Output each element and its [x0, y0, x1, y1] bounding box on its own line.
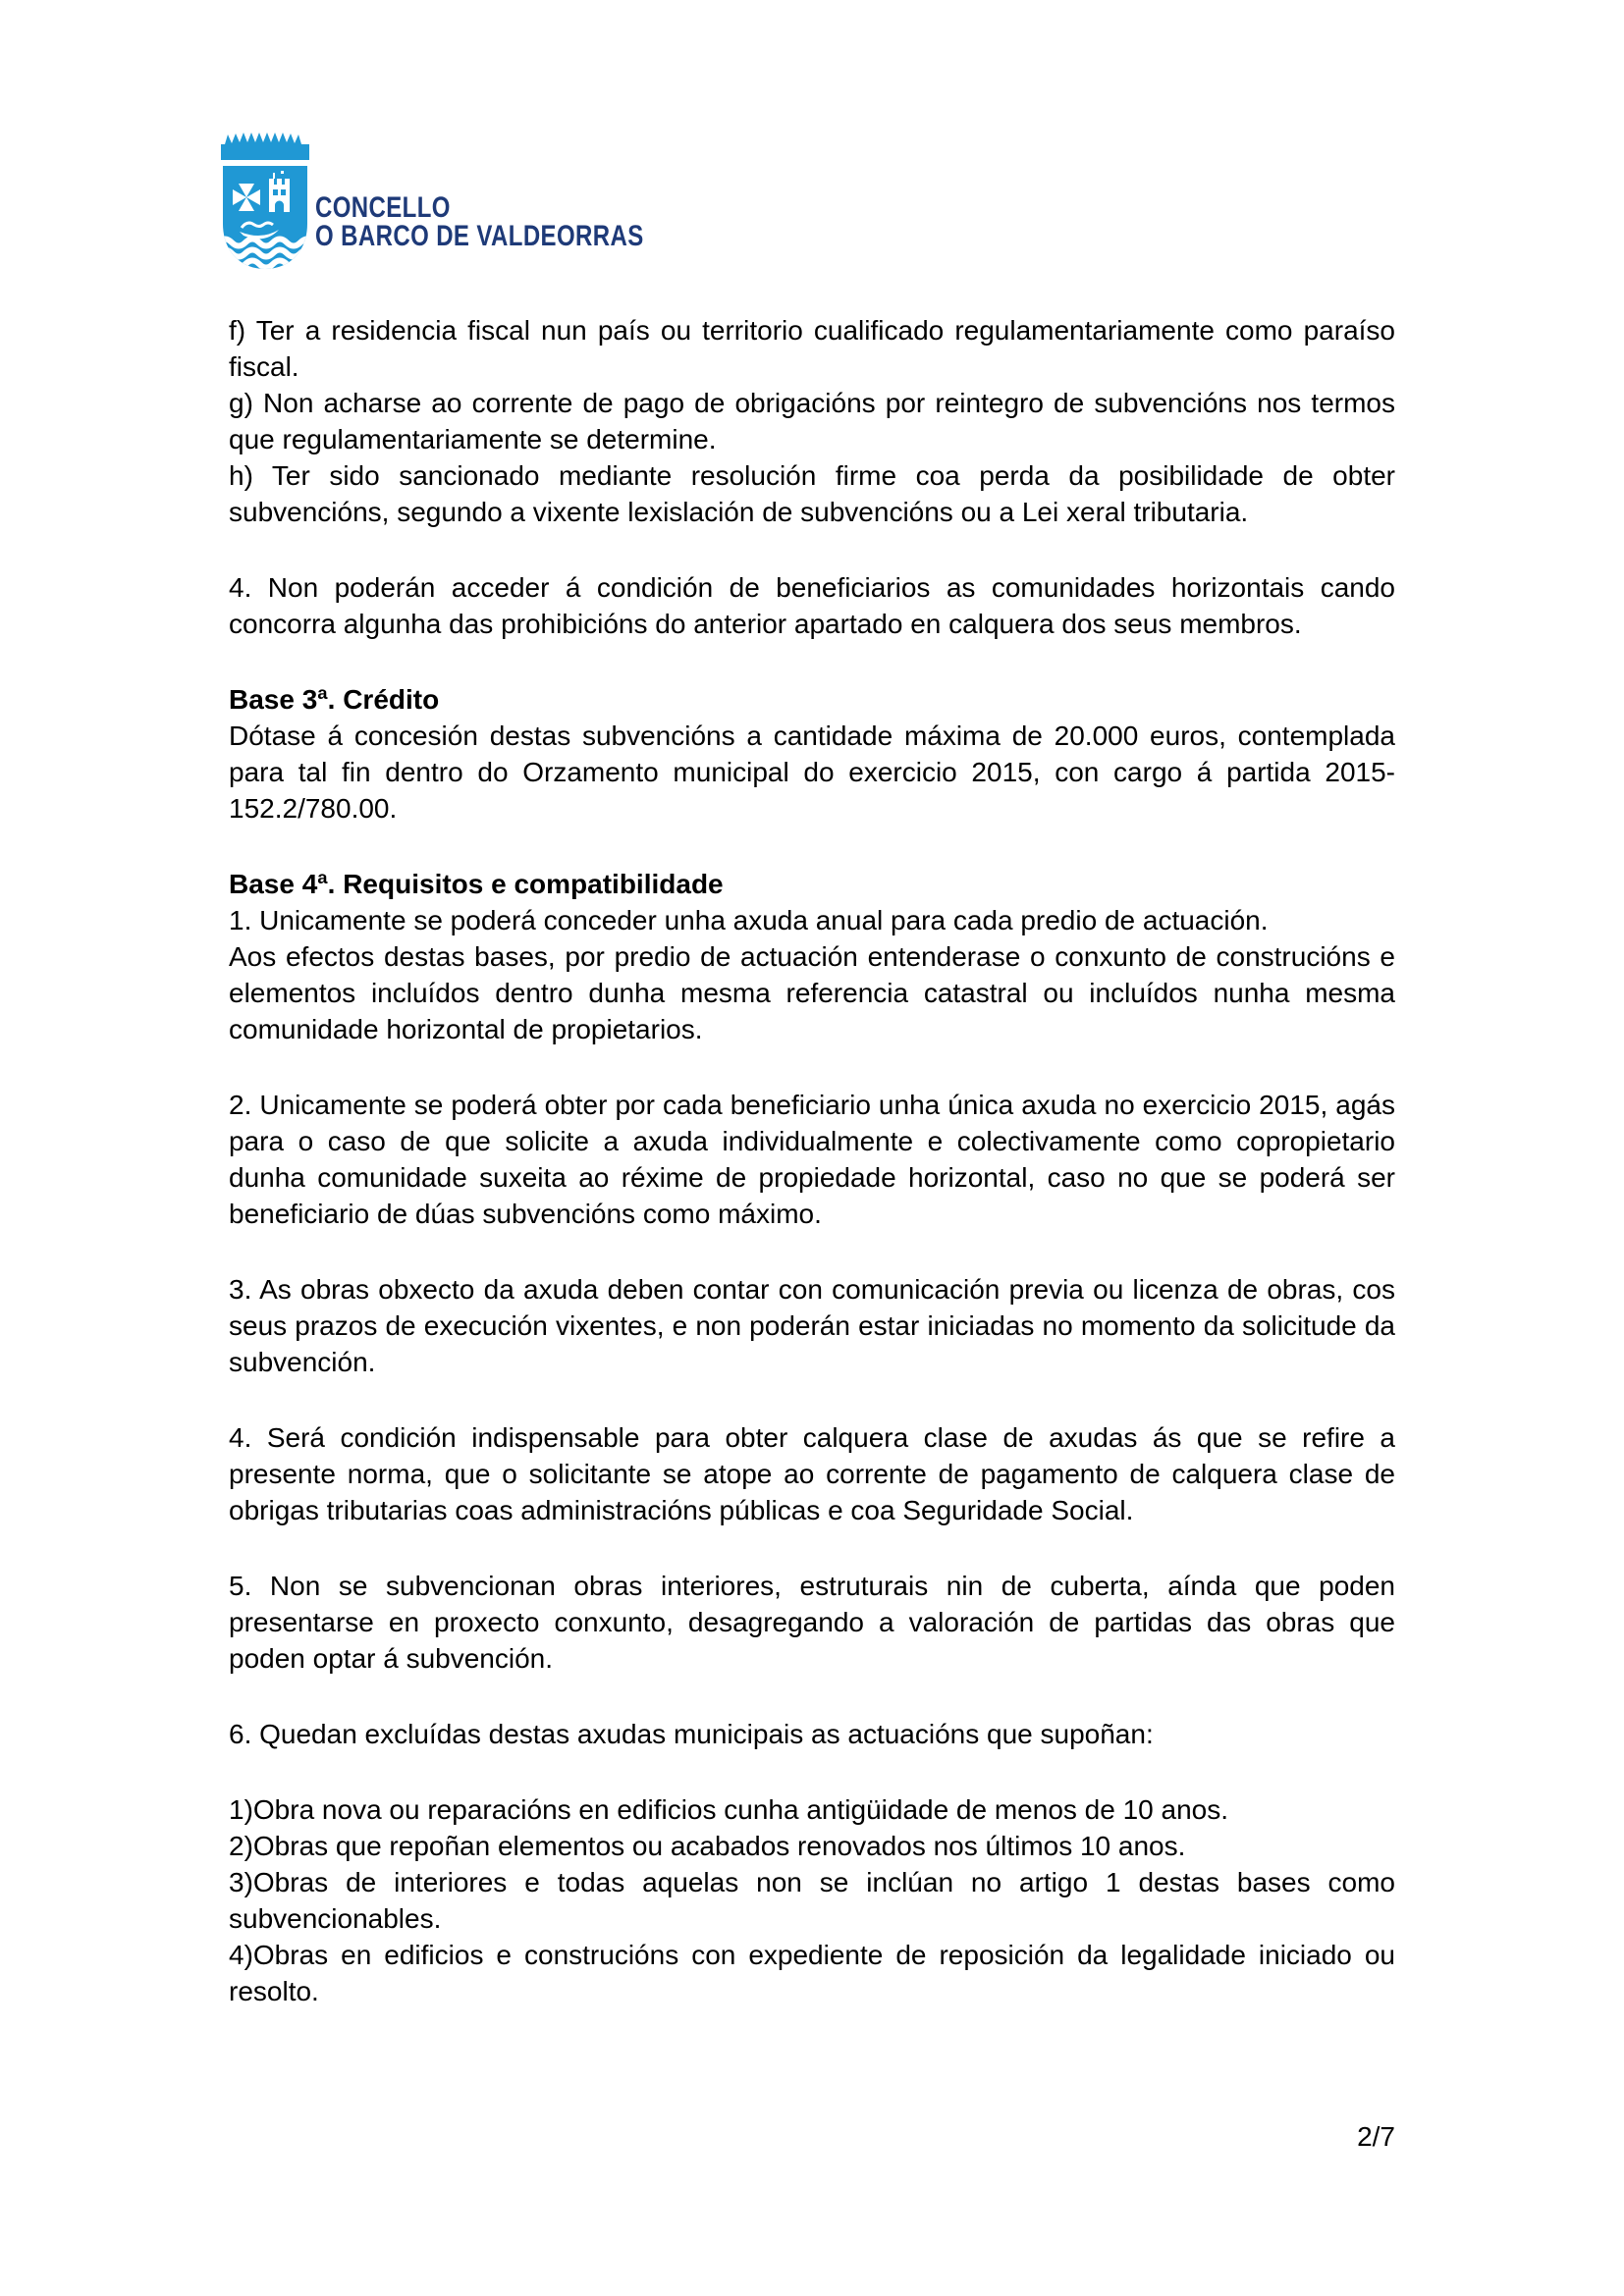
paragraph: 1. Unicamente se poderá conceder unha axuda anual para cada predio de actuación.	[229, 905, 1269, 935]
org-name-line1: CONCELLO	[315, 191, 451, 224]
paragraph-group	[229, 1271, 1395, 1380]
paragraph: f) Ter a residencia fiscal nun país ou territorio cualificado regulamentariamente como paraíso fiscal.	[229, 315, 1395, 382]
paragraph-group	[229, 681, 1395, 827]
logo	[218, 131, 827, 283]
paragraph: 5. Non se subvencionan obras interiores, estruturais nin de cuberta, aínda que poden presentarse en proxecto conxunto, desagregando a valoración de partidas das obras que poden optar á subvención.	[229, 1571, 1395, 1674]
paragraph-group	[229, 312, 1395, 530]
page-number: 2/7	[1357, 2121, 1395, 2152]
paragraph: Dótase á concesión destas subvencións a cantidade máxima de 20.000 euros, contemplada para tal fin dentro do Orzamento municipal do exercicio 2015, con cargo á partida 2015-152.2/780.00.	[229, 721, 1395, 824]
paragraph: 2. Unicamente se poderá obter por cada beneficiario unha única axuda no exercicio 2015, agás para o caso de que solicite a axuda individualmente e colectivamente como copropietario dunha comunidade suxeita ao réxime de propiedade horizontal, caso no que se poderá ser beneficiario de dúas subvencións como máximo.	[229, 1090, 1395, 1229]
paragraph-group	[229, 1568, 1395, 1677]
paragraph: 4. Será condición indispensable para obter calquera clase de axudas ás que se refire a presente norma, que o solicitante se atope ao corrente de pagamento de calquera clase de obrigas tributarias coas administracións públicas e coa Seguridade Social.	[229, 1422, 1395, 1525]
paragraph-group	[229, 1716, 1395, 1752]
municipal-crest-icon	[218, 131, 312, 278]
paragraph: 3. As obras obxecto da axuda deben contar con comunicación previa ou licenza de obras, cos seus prazos de execución vixentes, e non poderán estar iniciadas no momento da solicitude da subvención.	[229, 1274, 1395, 1377]
paragraph: 4. Non poderán acceder á condición de beneficiarios as comunidades horizontais cando concorra algunha das prohibicións do anterior apartado en calquera dos seus membros.	[229, 572, 1395, 639]
paragraph: h) Ter sido sancionado mediante resolución firme coa perda da posibilidade de obter subvencións, segundo a vixente lexislación de subvencións ou a Lei xeral tributaria.	[229, 460, 1395, 527]
document-content	[229, 312, 1395, 2049]
section-heading: Base 4ª. Requisitos e compatibilidade	[229, 869, 724, 899]
paragraph-group	[229, 1791, 1395, 2009]
logo-text	[315, 193, 644, 250]
section-heading: Base 3ª. Crédito	[229, 684, 440, 715]
org-name-line2: O BARCO DE VALDEORRAS	[315, 220, 644, 252]
list-item: 1)Obra nova ou reparacións en edificios cunha antigüidade de menos de 10 anos.	[229, 1794, 1229, 1825]
paragraph-group	[229, 866, 1395, 1047]
list-item: 3)Obras de interiores e todas aquelas non se inclúan no artigo 1 destas bases como subvencionables.	[229, 1867, 1395, 1934]
list-item: 4)Obras en edificios e construcións con expediente de reposición da legalidade iniciado ou resolto.	[229, 1940, 1395, 2006]
paragraph-group	[229, 1087, 1395, 1232]
paragraph: 6. Quedan excluídas destas axudas municipais as actuacións que supoñan:	[229, 1719, 1154, 1749]
list-item: 2)Obras que repoñan elementos ou acabados renovados nos últimos 10 anos.	[229, 1831, 1186, 1861]
paragraph-group	[229, 1419, 1395, 1528]
paragraph-group	[229, 569, 1395, 642]
paragraph: g) Non acharse ao corrente de pago de obrigacións por reintegro de subvencións nos termos que regulamentariamente se determine.	[229, 388, 1395, 454]
paragraph: Aos efectos destas bases, por predio de actuación entenderase o conxunto de construcións e elementos incluídos dentro dunha mesma referencia catastral ou incluídos nunha mesma comunidade horizontal de propietarios.	[229, 941, 1395, 1044]
